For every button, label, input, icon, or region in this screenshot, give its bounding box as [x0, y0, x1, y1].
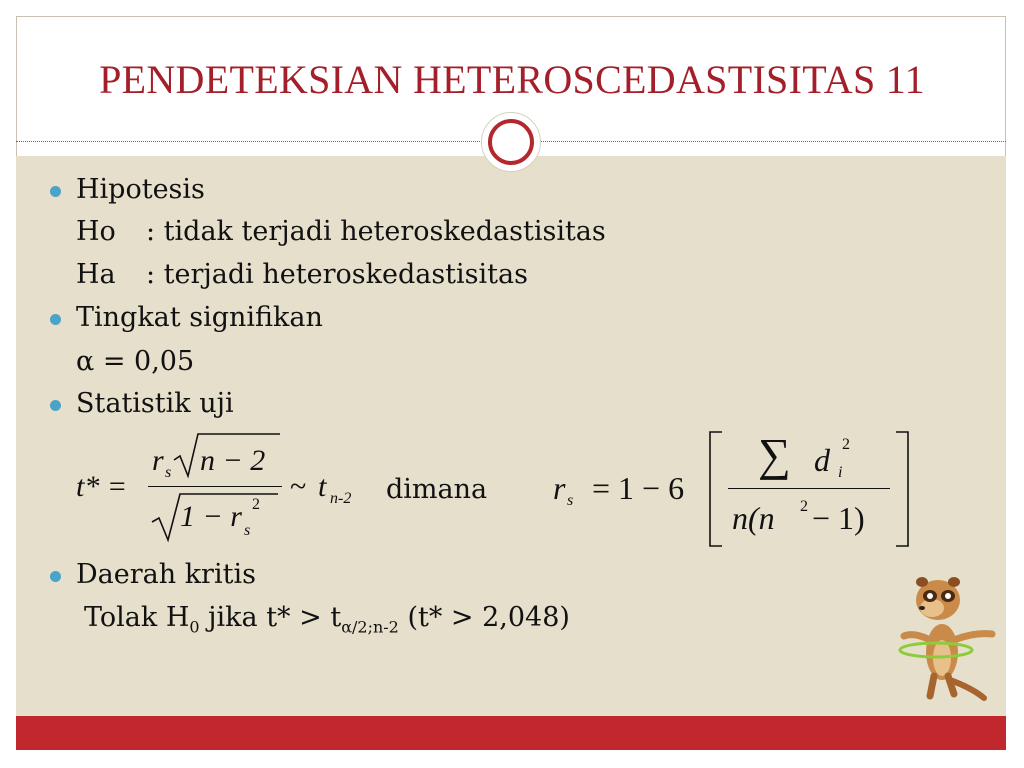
- formula-tilde: ~: [290, 470, 307, 503]
- meerkat-mascot-icon: [892, 570, 1002, 702]
- formula-den-sup2: 2: [800, 498, 808, 515]
- formula-rs-r: r: [553, 470, 566, 506]
- fraction-bar: [148, 486, 282, 487]
- tolak-line: Tolak $H_0$ jika $t* > t_{\alpha/2;n-2}$ (t* > 2,048): [84, 602, 570, 637]
- dimana-text: dimana: [386, 474, 488, 505]
- fraction-bar: [728, 488, 890, 489]
- formula-den: n(n: [732, 500, 775, 536]
- ha-text: : terjadi heteroskedastisitas: [146, 259, 528, 290]
- bullet-icon: [50, 314, 61, 325]
- formula-sum: ∑: [758, 429, 791, 480]
- formula-t-left: t* =: [76, 470, 128, 503]
- left-bracket-icon: [706, 430, 726, 548]
- bullet-icon: [50, 186, 61, 197]
- formula-t-dist: t: [318, 470, 327, 503]
- formula-den-sup: 2: [252, 496, 260, 513]
- bullet-daerah: Daerah kritis: [76, 559, 256, 590]
- formula-num-s: s: [165, 464, 172, 481]
- formula-rs-s: s: [567, 492, 574, 509]
- bullet-icon: [50, 571, 61, 582]
- ho-text: : tidak terjadi heteroskedastisitas: [146, 216, 606, 247]
- formula-den-end: − 1): [812, 500, 865, 536]
- divider-ring-icon: [488, 119, 534, 165]
- formula-num-r: r: [152, 444, 164, 477]
- slide-title: PENDETEKSIAN HETEROSCEDASTISITAS 11: [99, 57, 925, 102]
- formula-t-sub: n-2: [330, 490, 352, 507]
- ha-label: Ha: [76, 259, 116, 290]
- formula-d: d: [814, 442, 830, 478]
- ho-label: Ho: [76, 216, 116, 247]
- right-bracket-icon: [892, 430, 912, 548]
- formula-num-n: n − 2: [200, 444, 266, 477]
- alpha-value: α = 0,05: [76, 346, 195, 377]
- formula-d-sub: i: [838, 464, 843, 481]
- bullet-statistik: Statistik uji: [76, 388, 234, 419]
- footer-bar: [16, 716, 1006, 750]
- formula-den-one: 1 − r: [180, 500, 242, 533]
- bullet-signifikan: Tingkat signifikan: [76, 302, 323, 333]
- bullet-hipotesis: Hipotesis: [76, 174, 205, 205]
- bullet-icon: [50, 400, 61, 411]
- formula-d-sup: 2: [842, 436, 850, 453]
- formula-rs-eq: = 1 − 6: [592, 470, 685, 506]
- formula-den-s: s: [244, 522, 251, 539]
